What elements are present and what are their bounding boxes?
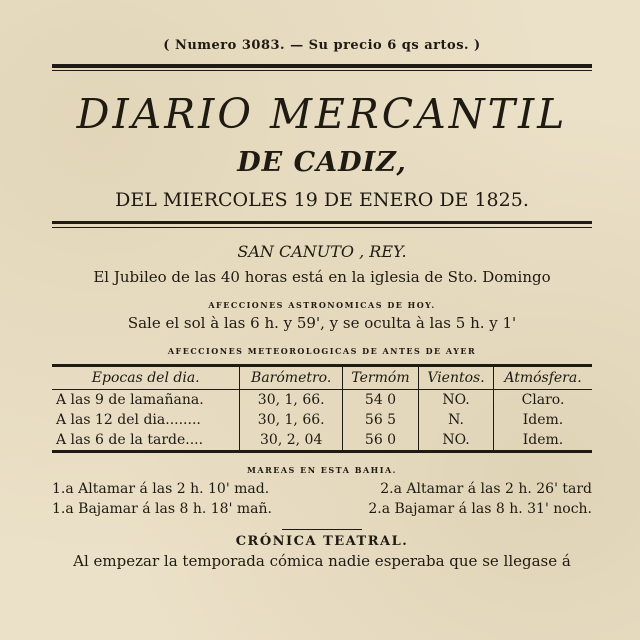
tide-second: 2.a Bajamar á las 8 h. 31' noch. [368, 501, 592, 517]
tide-first: 1.a Altamar á las 2 h. 10' mad. [52, 481, 270, 497]
table-row [52, 390, 592, 411]
masthead-subtitle: DE CADIZ, [237, 147, 407, 178]
tide-row [52, 499, 592, 519]
astro-heading: AFECCIONES ASTRONOMICAS DE HOY. [208, 300, 436, 310]
tide-first: 1.a Bajamar á las 8 h. 18' mañ. [52, 501, 272, 517]
top-rule [52, 64, 592, 68]
cell-epoch: A las 9 de lamañana. [56, 392, 204, 408]
cell-atmosphere: Claro. [494, 390, 592, 411]
cell-epoch: A las 12 del dia........ [56, 412, 201, 428]
article-text: Al empezar la temporada cómica nadie esperaba que se llegase á [73, 552, 571, 570]
dateline-rule [52, 221, 592, 228]
tide-row [52, 479, 592, 499]
col-barometer: Barómetro. [240, 366, 343, 390]
masthead-title: DIARIO MERCANTIL [76, 90, 568, 138]
cell-epoch: A las 6 de la tarde.... [52, 430, 240, 452]
col-winds: Vientos. [419, 366, 494, 390]
dateline: DEL MIERCOLES 19 DE ENERO DE 1825. [115, 189, 529, 211]
jubilee-notice: El Jubileo de las 40 horas está en la iglesia de Sto. Domingo [93, 268, 551, 286]
chronicle-heading: CRÓNICA TEATRAL. [235, 534, 409, 549]
cell-thermometer: 54 0 [342, 390, 418, 411]
cell-barometer: 30, 1, 66. [240, 390, 343, 411]
saint-of-day: SAN CANUTO , REY. [237, 242, 407, 261]
section-divider [282, 529, 362, 530]
table-row [52, 410, 592, 430]
weather-header-row [52, 366, 592, 390]
cell-barometer: 30, 1, 66. [240, 410, 343, 430]
col-thermometer: Termóm [342, 366, 418, 390]
sun-times: Sale el sol à las 6 h. y 59', y se oculta à las 5 h. y 1' [127, 314, 517, 332]
tides-heading: MAREAS EN ESTA BAHIA. [247, 465, 397, 475]
col-atmosphere: Atmósfera. [494, 366, 592, 390]
cell-wind: N. [419, 410, 494, 430]
cell-atmosphere: Idem. [494, 430, 592, 452]
tide-second: 2.a Altamar á las 2 h. 26' tard [380, 481, 592, 497]
cell-barometer: 30, 2, 04 [240, 430, 343, 452]
col-epoch: Epocas del dia. [52, 366, 240, 390]
cell-thermometer: 56 0 [342, 430, 418, 452]
cell-wind: NO. [419, 430, 494, 452]
issue-line: ( Numero 3083. — Su precio 6 qs artos. ) [163, 38, 481, 53]
cell-wind: NO. [419, 390, 494, 411]
tides-block [52, 479, 592, 519]
cell-atmosphere: Idem. [494, 410, 592, 430]
cell-thermometer: 56 5 [342, 410, 418, 430]
meteo-heading: AFECCIONES METEOROLOGICAS DE ANTES DE AYER [167, 346, 477, 356]
top-rule-thin [52, 70, 592, 71]
weather-table [52, 364, 592, 453]
table-row [52, 430, 592, 452]
